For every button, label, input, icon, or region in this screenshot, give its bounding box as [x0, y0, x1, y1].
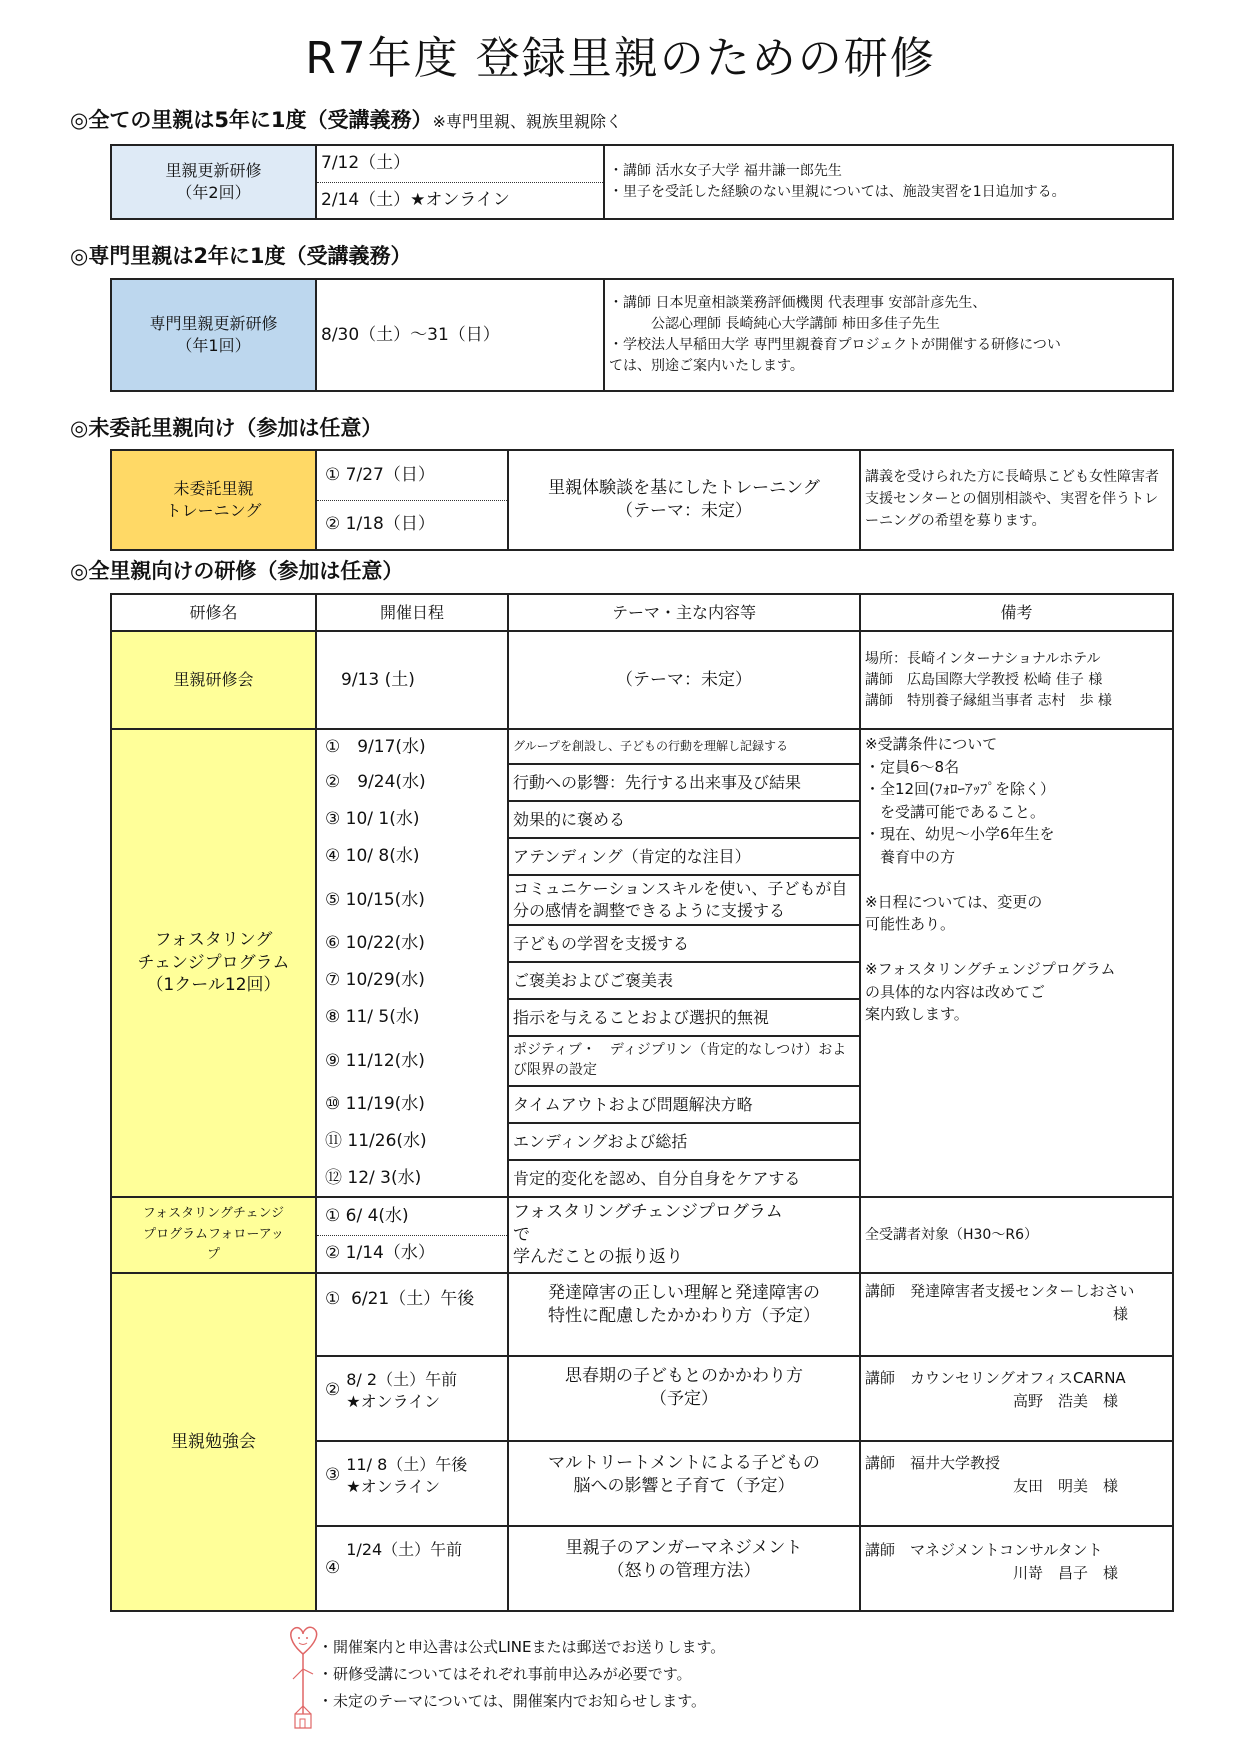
- footer-note: ・未定のテーマについては、開催案内でお知らせします。: [318, 1692, 707, 1710]
- fcp-session-date: ② 9/24(水): [316, 764, 508, 801]
- theme-line: 特性に配慮したかかわり方（予定）: [548, 1305, 820, 1326]
- unentrusted-training-name: [111, 450, 316, 550]
- all-parents-training-table: [110, 593, 1174, 1612]
- theme-line: 脳への影響と子育て（予定）: [573, 1475, 795, 1496]
- session-date: 11/ 8（土）午後: [346, 1455, 468, 1474]
- unentrusted-training-table: [110, 449, 1174, 551]
- note-spacer: [865, 868, 1168, 891]
- note-line: 可能性あり。: [865, 915, 956, 933]
- renewal-training-name: [111, 145, 316, 219]
- specialist-notes: [604, 279, 1173, 391]
- fcp-session-theme: 効果的に褒める: [508, 801, 860, 838]
- benkyokai-date: [316, 1441, 508, 1526]
- theme-line: （テーマ：未定）: [616, 501, 752, 521]
- fcp-session-date: ⑪ 11/26(水): [316, 1123, 508, 1160]
- unentrusted-theme: [508, 450, 860, 550]
- unentrusted-date-2: ② 1/18（日）: [316, 500, 508, 550]
- note-line: 講師 発達障害者支援センターしおさい: [865, 1282, 1135, 1300]
- theme-line: （予定）: [650, 1388, 718, 1409]
- fcp-session-date: ④ 10/ 8(水): [316, 838, 508, 875]
- benkyokai-date: [316, 1526, 508, 1611]
- session-date: 1/24（土）午前: [346, 1540, 463, 1559]
- note-line: ・講師 日本児童相談業務評価機関 代表理事 安部計彦先生、: [609, 295, 987, 311]
- session-date: 6/21（土）午後: [351, 1289, 475, 1309]
- benkyokai-note: [860, 1356, 1173, 1441]
- specialist-training-table: [110, 278, 1174, 392]
- fcp-session-date: ⑧ 11/ 5(水): [316, 999, 508, 1036]
- fcp-session-date: ⑥ 10/22(水): [316, 925, 508, 962]
- name-line: フォスタリング: [154, 929, 273, 950]
- renewal-training-table: [110, 144, 1174, 220]
- session-online: ★オンライン: [346, 1391, 441, 1411]
- theme-line: 里親子のアンガーマネジメント: [565, 1538, 803, 1558]
- unentrusted-note: 講義を受けられた方に長崎県こども女性障害者支援センターとの個別相談や、実習を伴うトレーニングの希望を募ります。: [860, 450, 1173, 550]
- section-heading-unentrusted: ◎未委託里親向け（参加は任意）: [70, 416, 383, 440]
- fcp-session-date: ③ 10/ 1(水): [316, 801, 508, 838]
- followup-name: [111, 1197, 316, 1273]
- note-line: ・定員6～8名: [865, 757, 960, 776]
- note-line: ・学校法人早稲田大学 専門里親養育プロジェクトが開催する研修につい: [609, 337, 1061, 353]
- benkyokai-note: [860, 1526, 1173, 1611]
- name-line: プログラムフォローアッ: [143, 1226, 284, 1242]
- renewal-date-2: 2/14（土）★オンライン: [316, 182, 604, 219]
- fcp-session-theme: 指示を与えることおよび選択的無視: [508, 999, 860, 1036]
- session-number: ①: [325, 1289, 341, 1309]
- unentrusted-date-1: ① 7/27（日）: [316, 450, 508, 500]
- header-theme: テーマ・主な内容等: [508, 594, 860, 631]
- fcp-session-date: ⑨ 11/12(水): [316, 1036, 508, 1086]
- renewal-date-1: 7/12（土）: [316, 145, 604, 182]
- name-line: （1クール12回）: [146, 975, 281, 996]
- followup-theme: [508, 1197, 860, 1273]
- note-line: ・里子を受託した経験のない里親については、施設実習を1日追加する。: [609, 184, 1066, 200]
- header-remarks: 備考: [860, 594, 1173, 631]
- note-line: 場所：長崎インターナショナルホテル: [865, 650, 1101, 667]
- benkyokai-theme: [508, 1356, 860, 1441]
- fcp-session-theme: アテンディング（肯定的な注目）: [508, 838, 860, 875]
- footer-note: ・開催案内と申込書は公式LINEまたは郵送でお送りします。: [318, 1638, 726, 1656]
- fcp-session-theme: コミュニケーションスキルを使い、子どもが自分の感情を調整できるように支援する: [508, 875, 860, 925]
- specialist-date: 8/30（土）～31（日）: [316, 279, 604, 391]
- name-line: （年1回）: [176, 336, 251, 355]
- name-line: フォスタリングチェンジ: [142, 1205, 285, 1221]
- note-line: ※日程については、変更の: [865, 892, 1043, 911]
- name-line: チェンジプログラム: [137, 952, 290, 973]
- benkyokai-date: [316, 1273, 508, 1356]
- note-line: 講師 特別養子縁組当事者 志村 歩 様: [865, 692, 1112, 709]
- theme-line: 学んだことの振り返り: [513, 1247, 683, 1268]
- followup-date-2: ② 1/14（水）: [316, 1235, 508, 1273]
- session-number: ④: [325, 1558, 341, 1578]
- footer-note: ・研修受講についてはそれぞれ事前申込みが必要です。: [318, 1665, 692, 1683]
- section-heading-text: ◎全ての里親は5年に1度（受講義務）: [70, 108, 433, 132]
- heart-mascot-icon: [285, 1624, 321, 1734]
- header-schedule: 開催日程: [316, 594, 508, 631]
- session-online: ★オンライン: [346, 1476, 441, 1496]
- benkyokai-note: [860, 1273, 1173, 1356]
- theme-line: 思春期の子どもとのかかわり方: [565, 1366, 803, 1386]
- kenshukai-theme: （テーマ：未定）: [508, 631, 860, 729]
- kenshukai-date: 9/13 (土): [316, 631, 508, 729]
- renewal-notes: [604, 145, 1173, 219]
- note-line: ・全12回(ﾌｫﾛｰｱｯﾌﾟを除く）: [865, 780, 1055, 798]
- note-line: を受講可能であること。: [865, 802, 1046, 821]
- session-date-group: [346, 1369, 457, 1412]
- section-note: ※専門里親、親族里親除く: [432, 112, 622, 131]
- section-heading-all-foster: [70, 104, 622, 134]
- note-line: 友田 明美 様: [1012, 1476, 1118, 1495]
- theme-line: 発達障害の正しい理解と発達障害の: [548, 1283, 820, 1303]
- note-line: ・講師 活水女子大学 福井謙一郎先生: [609, 163, 842, 179]
- followup-note: 全受講者対象（H30～R6）: [860, 1197, 1173, 1273]
- theme-line: マルトリートメントによる子どもの: [548, 1453, 820, 1473]
- fcp-session-date: ⑦ 10/29(水): [316, 962, 508, 999]
- fcp-session-theme: タイムアウトおよび問題解決方略: [508, 1086, 860, 1123]
- footer-notes: [318, 1634, 725, 1715]
- note-line: ※受講条件について: [865, 735, 998, 753]
- kenshukai-name: 里親研修会: [111, 631, 316, 729]
- benkyokai-note: [860, 1441, 1173, 1526]
- session-date-group: [346, 1539, 462, 1561]
- note-line: 講師 マネジメントコンサルタント: [865, 1541, 1103, 1559]
- note-line: ては、別途ご案内いたします。: [609, 358, 804, 374]
- note-line: 川嵜 昌子 様: [1012, 1563, 1118, 1582]
- fcp-notes: [860, 729, 1173, 1197]
- note-line: 案内致します。: [865, 1005, 969, 1023]
- note-line: 養育中の方: [865, 847, 956, 866]
- note-line: 講師 広島国際大学教授 松崎 佳子 様: [865, 671, 1103, 688]
- fcp-name: [111, 729, 316, 1197]
- fcp-session-theme: エンディングおよび総括: [508, 1123, 860, 1160]
- theme-line: （怒りの管理方法）: [607, 1560, 761, 1581]
- name-line: プ: [206, 1247, 220, 1263]
- note-line: ・現在、幼児～小学6年生を: [865, 825, 1055, 843]
- fcp-session-theme: 行動への影響：先行する出来事及び結果: [508, 764, 860, 801]
- page-title: R7年度 登録里親のための研修: [305, 33, 936, 84]
- fcp-session-date: ⑤ 10/15(水): [316, 875, 508, 925]
- fcp-session-theme: 子どもの学習を支援する: [508, 925, 860, 962]
- section-heading-all-parents: ◎全里親向けの研修（参加は任意）: [70, 559, 404, 583]
- benkyokai-date: [316, 1356, 508, 1441]
- benkyokai-theme: [508, 1441, 860, 1526]
- note-line: 様: [1112, 1304, 1128, 1323]
- note-line: 講師 カウンセリングオフィスCARNA: [865, 1369, 1126, 1387]
- benkyokai-theme: [508, 1273, 860, 1356]
- theme-line: 里親体験談を基にしたトレーニング: [548, 478, 820, 499]
- name-line: （年2回）: [176, 183, 251, 202]
- note-line: ※フォスタリングチェンジプログラム: [865, 960, 1116, 978]
- note-spacer: [865, 936, 1168, 959]
- header-training-name: 研修名: [111, 594, 316, 631]
- fcp-session-theme: 肯定的変化を認め、自分自身をケアする: [508, 1160, 860, 1197]
- benkyokai-theme: [508, 1526, 860, 1611]
- kenshukai-notes: [860, 631, 1173, 729]
- note-line: 公認心理師 長崎純心大学講師 柿田多佳子先生: [609, 316, 940, 332]
- benkyokai-name: 里親勉強会: [111, 1273, 316, 1611]
- session-date-group: [346, 1454, 467, 1497]
- note-line: 高野 浩美 様: [1012, 1391, 1118, 1410]
- note-line: 講師 福井大学教授: [865, 1454, 1001, 1472]
- theme-line: フォスタリングチェンジプログラム: [513, 1201, 783, 1222]
- fcp-session-theme: ご褒美およびご褒美表: [508, 962, 860, 999]
- fcp-session-theme: グループを創設し、子どもの行動を理解し記録する: [508, 729, 860, 764]
- followup-date-1: ① 6/ 4(水): [316, 1197, 508, 1235]
- fcp-session-theme: ポジティブ・ ディジプリン（肯定的なしつけ）および限界の設定: [508, 1036, 860, 1086]
- session-date: 8/ 2（土）午前: [346, 1370, 458, 1389]
- session-number: ②: [325, 1380, 341, 1401]
- fcp-session-date: ① 9/17(水): [316, 729, 508, 764]
- section-heading-specialist: ◎専門里親は2年に1度（受講義務）: [70, 244, 412, 268]
- name-line: トレーニング: [165, 501, 262, 520]
- note-line: の具体的な内容は改めてご: [865, 982, 1046, 1001]
- name-line: 未委託里親: [173, 479, 254, 499]
- session-number: ③: [325, 1465, 341, 1486]
- theme-line: で: [513, 1224, 530, 1245]
- fcp-session-date: ⑩ 11/19(水): [316, 1086, 508, 1123]
- name-line: 専門里親更新研修: [149, 314, 278, 334]
- name-line: 里親更新研修: [165, 161, 262, 181]
- fcp-session-date: ⑫ 12/ 3(水): [316, 1160, 508, 1197]
- specialist-training-name: [111, 279, 316, 391]
